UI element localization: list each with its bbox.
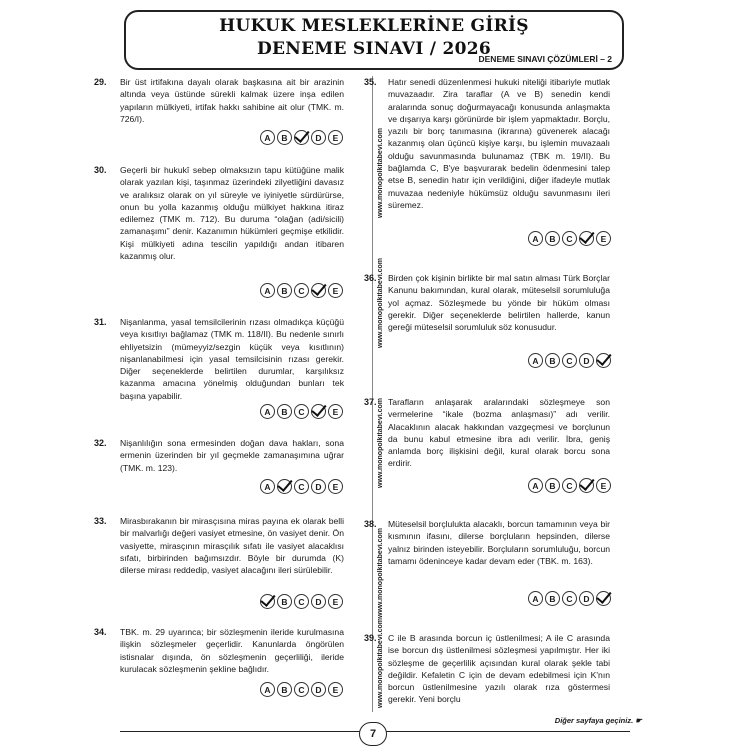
question-number: 37. (364, 397, 377, 407)
next-page-text: Diğer sayfaya geçiniz. (554, 716, 634, 725)
pointing-hand-icon: ☛ (635, 716, 642, 725)
answer-option-b: B (545, 353, 560, 368)
question-text: Tarafların anlaşarak aralarındaki sözleşmeye son vermelerine “ikale (bozma anlaşması)” adı verilir. Alacaklının alacak hakkından vazgeçmesi ve borçlunun da bunu kabul etmesine ibra adı verilir. İbra, geniş anlamda borç ilişkisini değil, kural olarak borcu sona erdirir. (388, 397, 610, 469)
question-text: Nişanlanma, yasal temsilcilerinin rızası olmadıkça küçüğü veya kısıtlıyı bağlamaz (TMK m. 118/II). Bu nedenle sınırlı ehliyetsizin (mümeyyiz/sezgin küçük veya kısıtlının) nişanlanabilmesi için yasal temsilcisinin rızası gerekir. Diğer seçeneklerde belirtilen durumlar, karşılıksız kazanma amacına yönelmiş olduğundan bunları tek başına yapabilir. (120, 317, 344, 401)
answer-option-c: C (294, 479, 309, 494)
question-number: 33. (94, 516, 107, 526)
answer-option-d: D (579, 353, 594, 368)
question-text: Birden çok kişinin birlikte bir mal satın alması Türk Borçlar Kanunu bakımından, kural olarak, müteselsil sorumluluğa yol açmaz. Sözleşmede bu yönde bir hüküm olması gerekir. Diğer seçeneklerde belirtilen hallerde, kanun gereği müteselsil sorumluluk söz konusudur. (388, 273, 610, 333)
page-number: 7 (359, 722, 387, 746)
answer-option-a: A (260, 479, 275, 494)
solutions-label: DENEME SINAVI ÇÖZÜMLERİ – 2 (478, 54, 612, 64)
answer-option-d: D (579, 591, 594, 606)
answer-options (528, 231, 611, 246)
question-33 (94, 515, 344, 576)
answer-option-b: B (277, 682, 292, 697)
answer-option-e: E (328, 130, 343, 145)
answer-option-a (260, 594, 275, 609)
answer-option-d: D (311, 682, 326, 697)
answer-option-c: C (294, 682, 309, 697)
answer-option-a: A (260, 130, 275, 145)
question-text: Müteselsil borçlulukta alacaklı, borcun tamamının veya bir kısmının ifasını, dilerse borçluların hepsinden, dilerse yalnız birinden isteyebilir. Borçluların sorumluluğu, borcun tamamı ödeninceye kadar devam eder (TBK. m. 163). (388, 519, 610, 566)
answer-options (260, 479, 343, 494)
answer-option-e: E (596, 231, 611, 246)
answer-option-e: E (328, 404, 343, 419)
answer-option-e: E (328, 594, 343, 609)
answer-option-c: C (562, 353, 577, 368)
answer-option-c: C (294, 283, 309, 298)
question-text: C ile B arasında borcun iç üstlenilmesi; A ile C arasında ise borcun dış üstlenilmesi sözleşmesi yapılmıştır. Her iki sözleşme de geçerlilik açısından kural olarak şekle tabi değildir. Kefaletin C için de devam edebilmesi için K'nın borcun üstlenilmesine yazılı olarak rıza göstermesi gerekir. Yeni borçlu (388, 633, 610, 705)
answer-option-b: B (545, 231, 560, 246)
answer-option-b: B (545, 478, 560, 493)
answer-option-b: B (277, 404, 292, 419)
next-page-note (555, 716, 642, 725)
answer-option-a: A (260, 283, 275, 298)
question-text: Nişanlılığın sona ermesinden doğan dava hakları, sona ermenin üzerinden bir yıl geçmekle zamanaşımına uğrar (TMK. m. 123). (120, 438, 344, 473)
question-number: 31. (94, 317, 107, 327)
answer-option-c: C (294, 404, 309, 419)
question-29 (94, 76, 344, 125)
answer-option-a: A (528, 231, 543, 246)
answer-option-b (277, 479, 292, 494)
answer-options (260, 404, 343, 419)
answer-option-e: E (328, 682, 343, 697)
question-text: Bir üst irtifakına dayalı olarak başkasına ait bir arazinin altında veya üstünde sürekli kalmak üzere inşa edilen yapıların mülkiyeti, irtifak hakkı sahibine ait olur (TMK. m. 726/I). (120, 77, 344, 124)
question-31 (94, 316, 344, 402)
answer-option-e (596, 591, 611, 606)
question-number: 39. (364, 633, 377, 643)
answer-options (528, 591, 611, 606)
answer-options (528, 353, 611, 368)
answer-option-a: A (260, 404, 275, 419)
answer-option-d: D (311, 130, 326, 145)
exam-title: HUKUK MESLEKLERİNE GİRİŞ (219, 16, 529, 36)
answer-option-c: C (562, 478, 577, 493)
question-number: 32. (94, 438, 107, 448)
question-number: 38. (364, 519, 377, 529)
publisher-url-label: www.monopolkitabevi.com (377, 258, 384, 348)
question-number: 35. (364, 77, 377, 87)
publisher-url-label: www.monopolkitabevi.com (377, 128, 384, 218)
answer-option-e (596, 353, 611, 368)
exam-subtitle: DENEME SINAVI / 2026 (256, 39, 492, 59)
answer-option-c: C (294, 594, 309, 609)
answer-options (260, 130, 343, 145)
answer-options (260, 594, 343, 609)
question-text: Geçerli bir hukukî sebep olmaksızın tapu kütüğüne malik olarak yazılan kişi, taşınmaz üzerindeki zilyetliğini davasız ve aralıksız olarak on yıl süreyle ve iyiniyetle sürdürürse, onun bu yolla kazanmış olduğu mülkiyet hakkına itiraz edilemez (TMK m. 712). Bu duruma “olağan (adi/sicili) zamanaşımı” denir. Kazanımın hükümleri geçmişe etkilidir. Kişi mülkiyeti adına tescilin yapıldığı andan itibaren kazanmış olur. (120, 165, 344, 262)
question-number: 34. (94, 627, 107, 637)
answer-options (260, 283, 343, 298)
question-30 (94, 164, 344, 262)
answer-option-a: A (528, 353, 543, 368)
question-text: Hatır senedi düzenlenmesi hukuki niteliği itibariyle mutlak muvazaadır. Zira taraflar (A ve B) senedin kendi aralarında sonuç doğurmayacağı konusunda anlaşmakta ve dışarıya karşı görünürde bir işlem yapmaktadır. Borçlu, yazılı bir borç tanımasına (ikrarına) güvenerek alacağı kazanmış olan üçüncü kişiye karşı, bu işlemin muvazaalı olduğu savunmasında bulunamaz (TBK m. 19/II). Bu bağlamda C, B'ye başvurarak bedelin ödenmesini talep etse B, senedin hatır için verildiğini, diğer ifadeyle mutlak muvazaa nedeniyle hükümsüz olduğu savunmasını ileri süremez. (388, 77, 610, 210)
answer-option-d: D (311, 479, 326, 494)
answer-option-c: C (562, 591, 577, 606)
publisher-url-label: www.monopolkitabevi.com (377, 398, 384, 488)
question-text: Mirasbırakanın bir mirasçısına miras payına ek olarak belli bir malvarlığı değeri vasiyet etmesine, ön vasiyet denir. Ön vasiyette, mirasçının mirasçılık sıfatı ile vasiyet alacaklısı sıfatı, birbirinden bağımsızdır. Böyle bir durumda (K) dilerse mirası reddedip, vasiyet alacağını ileri sürülebilir. (120, 516, 344, 576)
publisher-url-label: www.monopolkitabevi.com (377, 528, 384, 618)
answer-option-d (579, 231, 594, 246)
answer-option-a: A (260, 682, 275, 697)
answer-option-d (311, 283, 326, 298)
answer-options (260, 682, 343, 697)
page-header (124, 10, 624, 70)
answer-option-d (311, 404, 326, 419)
answer-option-d: D (311, 594, 326, 609)
answer-option-a: A (528, 591, 543, 606)
question-text: TBK. m. 29 uyarınca; bir sözleşmenin ileride kurulmasına ilişkin sözleşmeler geçerlidir. Kanunlarda öngörülen istisnalar dışında, ön sözleşmenin geçerliliği, ileride kurulacak sözleşmenin şekline bağlıdır. (120, 627, 344, 674)
question-number: 30. (94, 165, 107, 175)
answer-option-b: B (277, 283, 292, 298)
question-38 (364, 518, 610, 567)
answer-option-e: E (328, 283, 343, 298)
question-34 (94, 626, 344, 675)
answer-option-e: E (596, 478, 611, 493)
answer-option-b: B (545, 591, 560, 606)
question-32 (94, 437, 344, 474)
answer-option-c: C (562, 231, 577, 246)
answer-option-c (294, 130, 309, 145)
answer-option-b: B (277, 594, 292, 609)
answer-option-a: A (528, 478, 543, 493)
question-number: 29. (94, 77, 107, 87)
answer-option-d (579, 478, 594, 493)
publisher-url-label: www.monopolkitabevi.com (377, 618, 384, 708)
answer-option-e: E (328, 479, 343, 494)
answer-option-b: B (277, 130, 292, 145)
column-divider (372, 76, 373, 712)
question-number: 36. (364, 273, 377, 283)
answer-options (528, 478, 611, 493)
